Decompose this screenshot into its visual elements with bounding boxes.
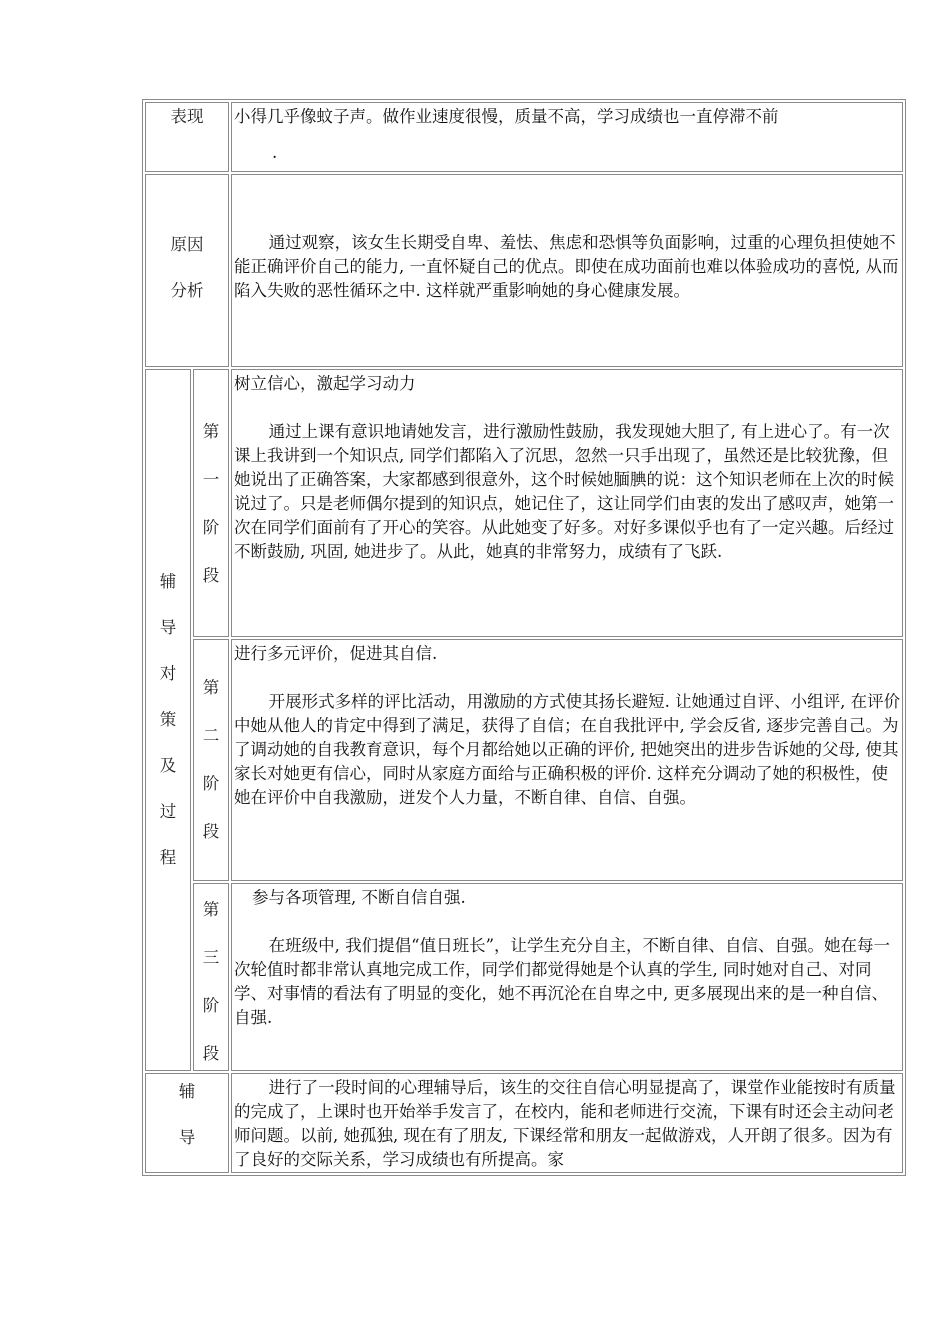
row-cause bbox=[145, 174, 903, 367]
effect-label-char-0: 辅 bbox=[178, 1082, 196, 1101]
stage2-title: 进行多元评价，促进其自信. bbox=[234, 644, 438, 663]
label-stage-3 bbox=[193, 883, 229, 1071]
cause-text: 通过观察，该女生长期受自卑、羞怯、焦虑和恐惧等负面影响，过重的心理负担使她不能正确评价自己的能力, 一直怀疑自己的优点。即使在成功面前也难以体验成功的喜悦, 从而陷入失败的恶性循环之中. 这样就严重影响她的身心健康发展。 bbox=[234, 232, 899, 300]
stage3-text: 在班级中, 我们提倡“值日班长”，让学生充分自主，不断自律、自信、自强。她在每一次轮值时都非常认真地完成工作，同学们都觉得她是个认真的学生, 同时她对自己、对同学、对事情的看法有了明显的变化，她不再沉沦在自卑之中, 更多展现出来的是一种自信、自强. bbox=[234, 936, 891, 1027]
row-effect bbox=[145, 1073, 903, 1173]
performance-text-2: . bbox=[272, 143, 278, 162]
stage1-label-char-3: 段 bbox=[202, 566, 220, 585]
content-performance bbox=[231, 102, 903, 172]
stage2-label-char-3: 段 bbox=[202, 822, 220, 841]
stage3-title: 参与各项管理, 不断自信自强. bbox=[252, 888, 466, 907]
row-stage-3 bbox=[145, 883, 903, 1071]
label-cause bbox=[145, 174, 229, 367]
process-label-char-2: 对 bbox=[159, 664, 177, 683]
stage2-label-char-2: 阶 bbox=[202, 774, 220, 793]
label-stage-1 bbox=[193, 369, 229, 637]
stage2-label-char-1: 二 bbox=[202, 726, 220, 745]
row-performance bbox=[145, 102, 903, 172]
label-effect bbox=[145, 1073, 229, 1173]
stage2-label-char-0: 第 bbox=[202, 678, 220, 697]
stage3-label-char-0: 第 bbox=[202, 900, 220, 919]
stage1-title: 树立信心，激起学习动力 bbox=[234, 374, 416, 393]
content-effect bbox=[231, 1073, 903, 1173]
stage1-label-char-2: 阶 bbox=[202, 518, 220, 537]
case-record-table bbox=[142, 99, 906, 1176]
performance-label-text: 表现 bbox=[170, 107, 204, 126]
content-cause bbox=[231, 174, 903, 367]
process-label-char-5: 过 bbox=[159, 802, 177, 821]
content-stage-3 bbox=[231, 883, 903, 1071]
row-stage-2 bbox=[145, 639, 903, 881]
cause-label-2: 分析 bbox=[170, 280, 204, 300]
cause-label-1: 原因 bbox=[170, 234, 204, 254]
row-stage-1 bbox=[145, 369, 903, 637]
label-stage-2 bbox=[193, 639, 229, 881]
effect-text: 进行了一段时间的心理辅导后，该生的交往自信心明显提高了，课堂作业能按时有质量的完成了，上课时也开始举手发言了，在校内，能和老师进行交流，下课有时还会主动问老师问题。以前, 她孤独, 现在有了朋友, 下课经常和朋友一起做游戏，人开朗了很多。因为有了良好的交际关系，学习成绩也有所提高。家 bbox=[234, 1078, 896, 1169]
process-label-char-0: 辅 bbox=[159, 572, 177, 591]
process-label-char-6: 程 bbox=[159, 848, 177, 867]
label-process bbox=[145, 369, 191, 1071]
stage3-label-char-3: 段 bbox=[202, 1044, 220, 1063]
stage3-label-char-2: 阶 bbox=[202, 996, 220, 1015]
label-performance bbox=[145, 102, 229, 172]
stage2-text: 开展形式多样的评比活动，用激励的方式使其扬长避短. 让她通过自评、小组评, 在评价中她从他人的肯定中得到了满足，获得了自信；在自我批评中, 学会反省, 逐步完善自己。为了调动她的自我教育意识，每个月都给她以正确的评价, 把她突出的进步告诉她的父母, 使其家长对她更有信心，同时从家庭方面给与正确积极的评价. 这样充分调动了她的积极性，使她在评价中自我激励，迸发个人力量，不断自律、自信、自强。 bbox=[234, 692, 901, 807]
process-label-column bbox=[146, 570, 190, 870]
process-label-char-3: 策 bbox=[159, 710, 177, 729]
stage1-label-char-0: 第 bbox=[202, 422, 220, 441]
content-stage-1 bbox=[231, 369, 903, 637]
process-label-char-1: 导 bbox=[159, 618, 177, 637]
effect-label-char-1: 导 bbox=[178, 1128, 196, 1147]
process-label-char-4: 及 bbox=[159, 756, 177, 775]
stage1-text: 通过上课有意识地请她发言，进行激励性鼓励，我发现她大胆了, 有上进心了。有一次课上我讲到一个知识点, 同学们都陷入了沉思，忽然一只手出现了，虽然还是比较犹豫，但她说出了正确答案，大家都感到很意外，这个时候她腼腆的说：这个知识老师在上次的时候说过了。只是老师偶尔提到的知识点，她记住了，这让同学们由衷的发出了感叹声，她第一次在同学们面前有了开心的笑容。从此她变了好多。对好多课似乎也有了一定兴趣。后经过不断鼓励, 巩固, 她进步了。从此，她真的非常努力，成绩有了飞跃. bbox=[234, 422, 894, 561]
stage3-label-char-1: 三 bbox=[202, 948, 220, 967]
content-stage-2 bbox=[231, 639, 903, 881]
performance-text: 小得几乎像蚊子声。做作业速度很慢，质量不高，学习成绩也一直停滞不前 bbox=[234, 107, 779, 126]
stage1-label-char-1: 一 bbox=[202, 470, 220, 489]
